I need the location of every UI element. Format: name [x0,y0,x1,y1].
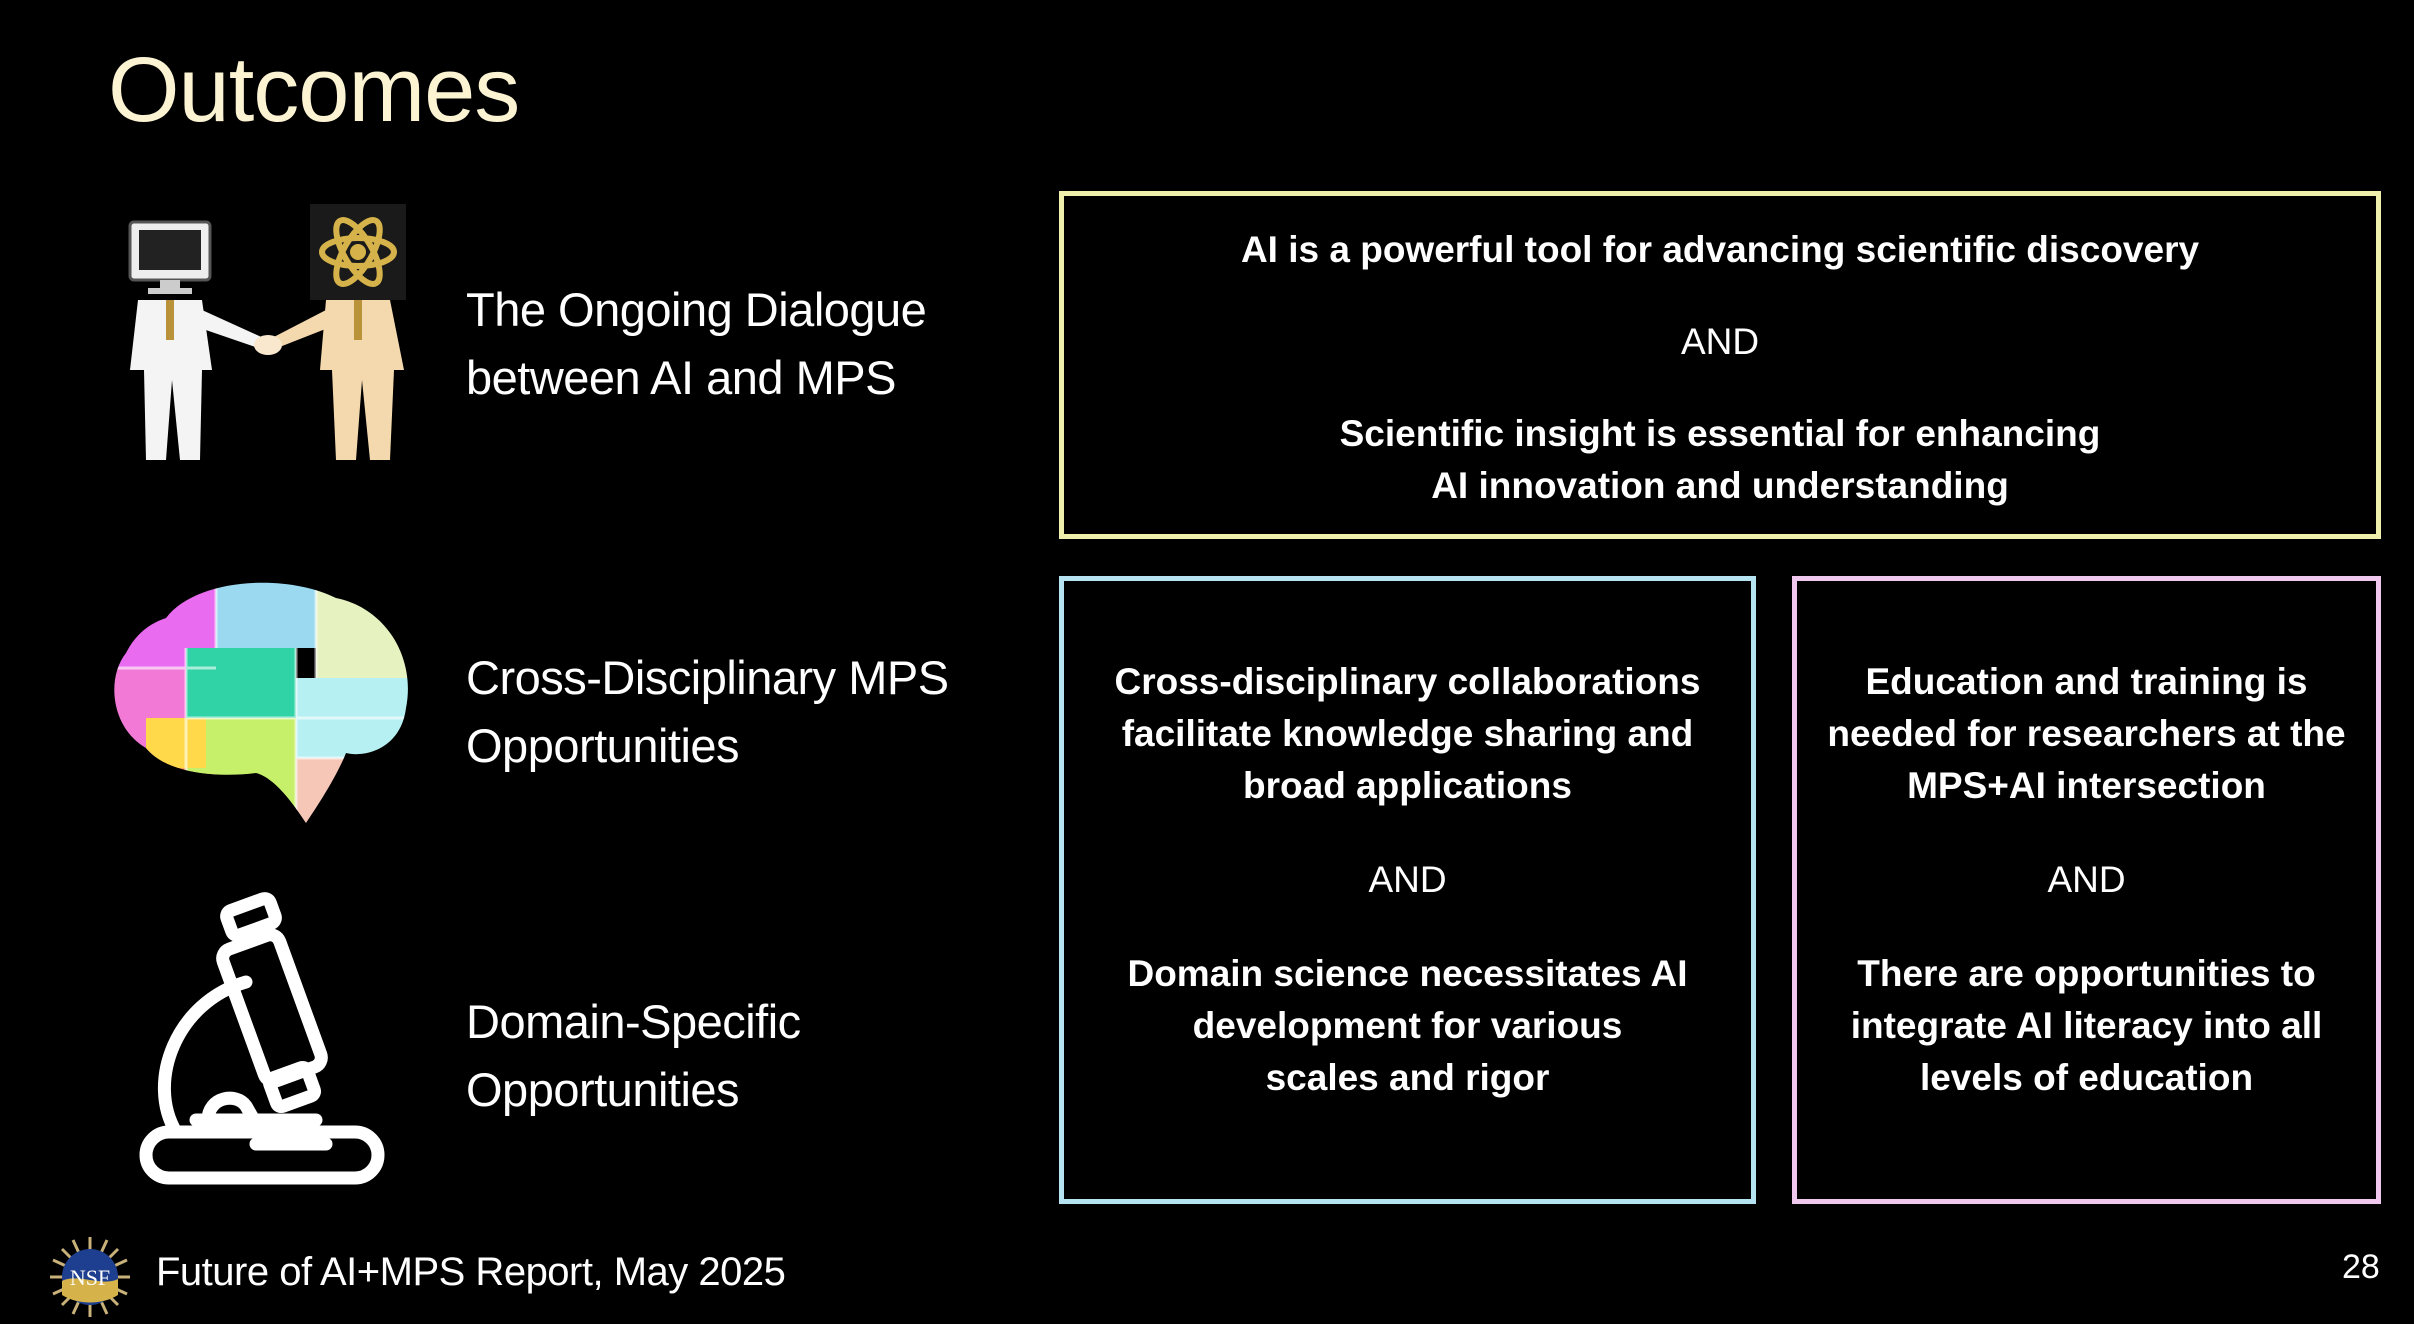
box-text: Cross-disciplinary collaborations [1114,661,1701,702]
box-text: broad applications [1243,765,1572,806]
box-text: AI is a powerful tool for advancing scientific discovery [1240,229,2200,270]
and-separator: AND [1680,321,1760,362]
box-text: AI innovation and understanding [1431,465,2009,506]
and-separator: AND [1368,859,1447,900]
row-label-line: Opportunities [466,1063,740,1116]
row-label-line: Domain-Specific [466,995,801,1048]
box-text: Education and training is [1865,661,2308,702]
row-label-cross-disciplinary [466,644,949,780]
footer-citation: Future of AI+MPS Report, May 2025 [156,1250,786,1294]
ai-figure [130,222,268,460]
nsf-logo [48,1235,132,1319]
box-text: Domain science necessitates AI [1127,953,1688,994]
outcome-box-education [1792,576,2381,1204]
box-text: levels of education [1919,1057,2254,1098]
row-label-dialogue [466,276,926,412]
science-figure [268,204,406,460]
and-separator: AND [2047,859,2126,900]
box-text: needed for researchers at the [1827,713,2346,754]
box-text: There are opportunities to [1857,953,2316,994]
outcome-box-dialogue [1059,191,2381,539]
row-label-line: Cross-Disciplinary MPS [466,651,949,704]
microscope-icon [136,892,392,1192]
box-text: facilitate knowledge sharing and [1121,713,1694,754]
row-label-line: between AI and MPS [466,351,896,404]
row-label-line: The Ongoing Dialogue [466,283,927,336]
box-text: scales and rigor [1265,1057,1550,1098]
row-label-line: Opportunities [466,719,740,772]
outcome-box-cross-disciplinary [1059,576,1756,1204]
box-text: integrate AI literacy into all [1850,1005,2323,1046]
puzzle-brain-icon [106,578,418,828]
row-label-domain-specific [466,988,801,1124]
box-text: Scientific insight is essential for enhancing [1339,413,2101,454]
nsf-logo-text: NSF [69,1265,111,1290]
handshake-ai-science-icon [108,200,418,470]
box-text: MPS+AI intersection [1907,765,2266,806]
slide-title: Outcomes [108,39,520,141]
box-text: development for various [1192,1005,1623,1046]
page-number: 28 [2342,1248,2380,1286]
